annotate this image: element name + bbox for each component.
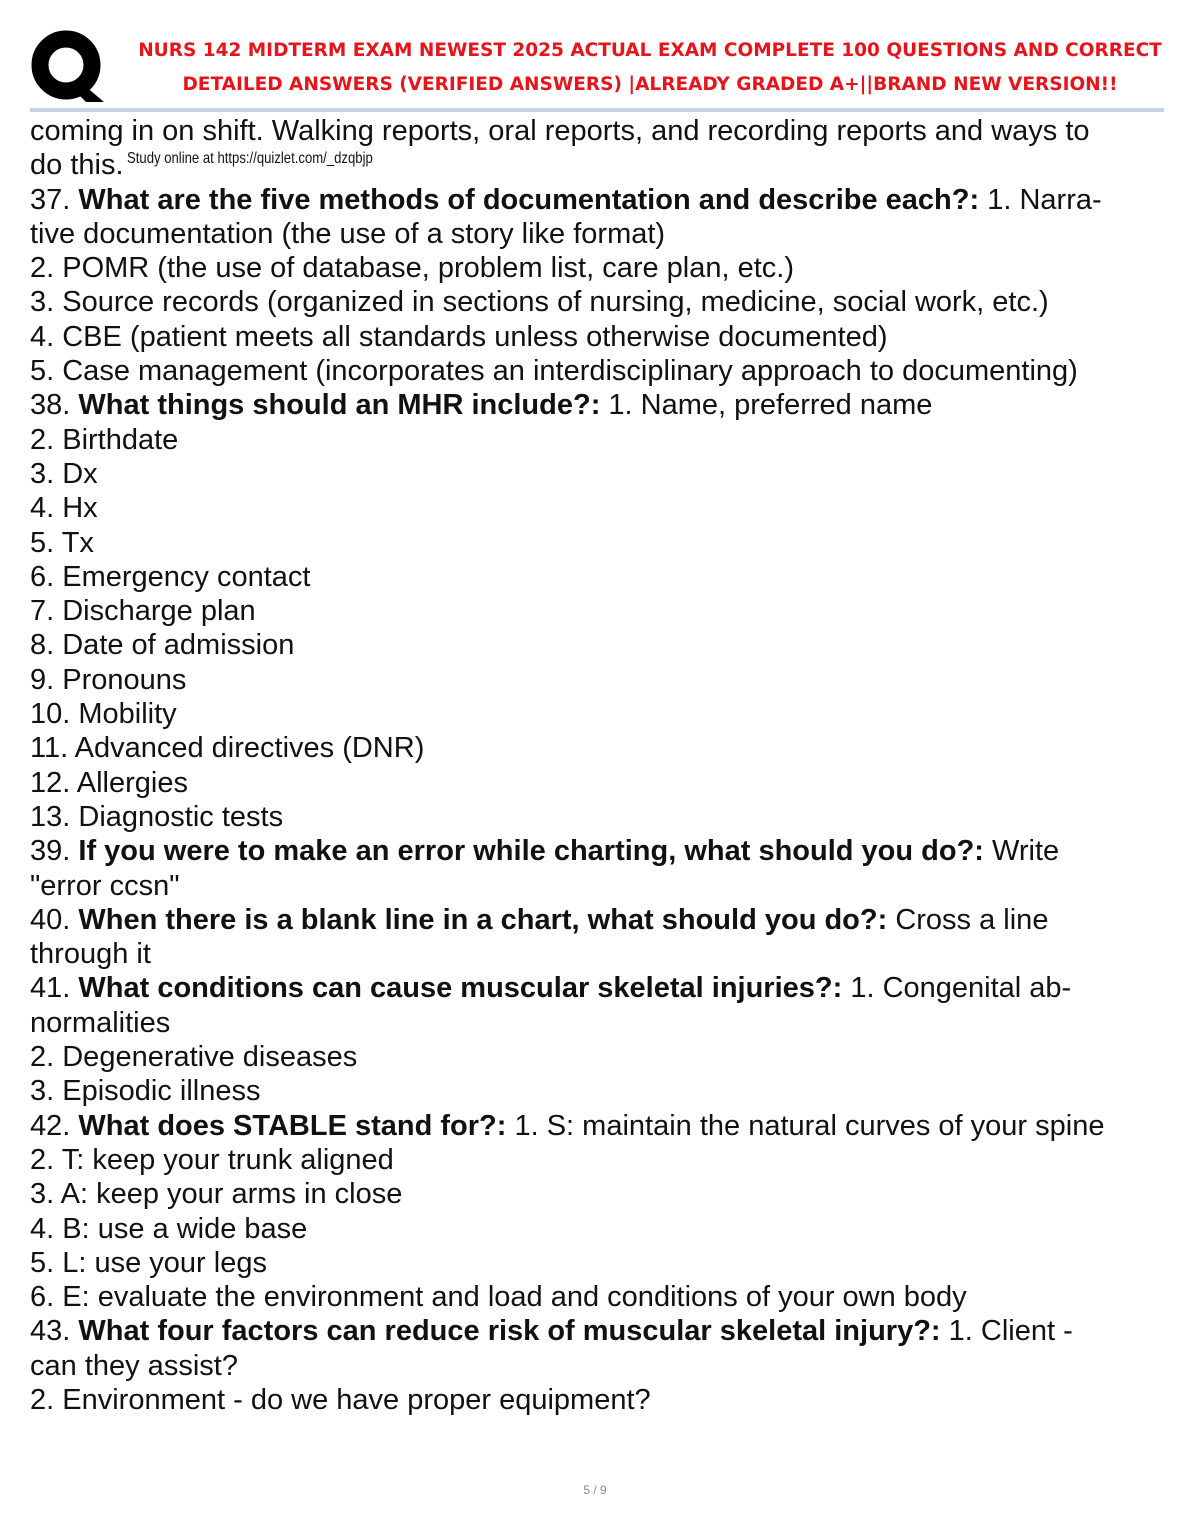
question-line [30,834,1170,868]
text-line [30,320,1170,354]
text-line [30,1143,1170,1177]
line-text: 10. Mobility [30,698,177,731]
line-text: 5. Tx [30,526,94,559]
text-line [30,731,1170,765]
text-line [30,869,1170,903]
line-text: 8. Date of admission [30,629,295,662]
line-text: 2. Environment - do we have proper equipment? [30,1383,651,1416]
question-line [30,903,1170,937]
question-text: What things should an MHR include?: [78,389,601,422]
quizlet-logo-icon [28,30,108,104]
line-text: 7. Discharge plan [30,595,256,628]
line-text: coming in on shift. Walking reports, oral reports, and recording reports and ways to [30,115,1090,147]
question-text: What are the five methods of documentation and describe each?: [78,183,980,216]
line-text: "error ccsn" [30,869,180,902]
document-header [0,0,1190,112]
line-text: 3. Source records (organized in sections of nursing, medicine, social work, etc.) [30,286,1049,319]
question-number: 39. [30,835,71,868]
text-line [30,526,1170,560]
question-text: What four factors can reduce risk of muscular skeletal injury?: [78,1315,941,1348]
text-line [30,1040,1170,1074]
text-line [30,1280,1170,1314]
line-text: 2. Birthdate [30,423,179,456]
answer-text: 1. Name, preferred name [608,389,933,422]
document-title [120,34,1180,102]
line-text: 4. Hx [30,492,98,525]
text-line [30,1212,1170,1246]
line-text: 11. Advanced directives (DNR) [30,732,425,765]
text-line [30,766,1170,800]
text-line [30,560,1170,594]
text-line [30,251,1170,285]
text-line [30,285,1170,319]
text-line [30,1246,1170,1280]
line-text: 3. A: keep your arms in close [30,1178,403,1211]
text-line [30,800,1170,834]
text-line [30,1177,1170,1211]
line-text: 13. Diagnostic tests [30,800,284,833]
text-line [30,491,1170,525]
text-line [30,1349,1170,1383]
text-line [30,1074,1170,1108]
line-text: 2. POMR (the use of database, problem list, care plan, etc.) [30,252,795,285]
text-line [30,937,1170,971]
answer-text: Cross a line [895,903,1049,936]
line-text: 2. Degenerative diseases [30,1041,358,1074]
question-text: What does STABLE stand for?: [78,1109,507,1142]
question-line [30,1314,1170,1348]
document-body [30,114,1170,1417]
title-line-1: NURS 142 MIDTERM EXAM NEWEST 2025 ACTUAL EXAM COMPLETE 100 QUESTIONS AND CORRECT [138,40,1162,61]
answer-text: Write [992,835,1060,868]
line-text: 6. Emergency contact [30,560,311,593]
line-text: 4. B: use a wide base [30,1212,308,1245]
line-text: can they assist? [30,1349,238,1382]
line-text: 3. Episodic illness [30,1075,261,1108]
text-line [30,594,1170,628]
question-number: 43. [30,1315,71,1348]
question-text: What conditions can cause muscular skeletal injuries?: [78,972,843,1005]
question-line [30,1109,1170,1143]
answer-text: 1. Narra- [987,183,1102,216]
question-line [30,388,1170,422]
line-text: tive documentation (the use of a story like format) [30,217,666,250]
question-number: 41. [30,972,71,1005]
question-line [30,971,1170,1005]
line-text: normalities [30,1006,171,1039]
line-text: 12. Allergies [30,766,188,799]
text-line [30,697,1170,731]
text-line [30,354,1170,388]
line-text: 5. Case management (incorporates an interdisciplinary approach to documenting) [30,355,1078,388]
text-line [30,457,1170,491]
question-number: 40. [30,903,71,936]
text-line [30,663,1170,697]
line-text: 4. CBE (patient meets all standards unless otherwise documented) [30,320,888,353]
study-online-stamp: Study online at https://quizlet.com/_dzqbjp [127,150,373,167]
answer-text: 1. Client - [948,1315,1073,1348]
line-text: 9. Pronouns [30,663,187,696]
line-text: 5. L: use your legs [30,1246,267,1279]
question-text: When there is a blank line in a chart, what should you do?: [78,903,888,936]
question-number: 38. [30,389,71,422]
text-line [30,628,1170,662]
question-number: 37. [30,183,71,216]
answer-text: 1. Congenital ab- [850,972,1072,1005]
line-text: 2. T: keep your trunk aligned [30,1143,394,1176]
line-text: 3. Dx [30,457,98,490]
line-text: do this. [30,149,124,182]
title-line-2: DETAILED ANSWERS (VERIFIED ANSWERS) |ALREADY GRADED A+||BRAND NEW VERSION!! [182,74,1118,95]
page-number: 5 / 9 [583,1483,607,1497]
question-number: 42. [30,1109,71,1142]
header-divider [30,108,1164,112]
line-text: 6. E: evaluate the environment and load and conditions of your own body [30,1281,967,1314]
text-line [30,423,1170,457]
text-line [30,217,1170,251]
answer-text: 1. S: maintain the natural curves of your spine [514,1109,1105,1142]
text-line [30,1006,1170,1040]
line-text: through it [30,938,151,971]
text-line [30,1383,1170,1417]
text-line [30,114,1170,148]
question-text: If you were to make an error while charting, what should you do?: [78,835,984,868]
question-line [30,183,1170,217]
